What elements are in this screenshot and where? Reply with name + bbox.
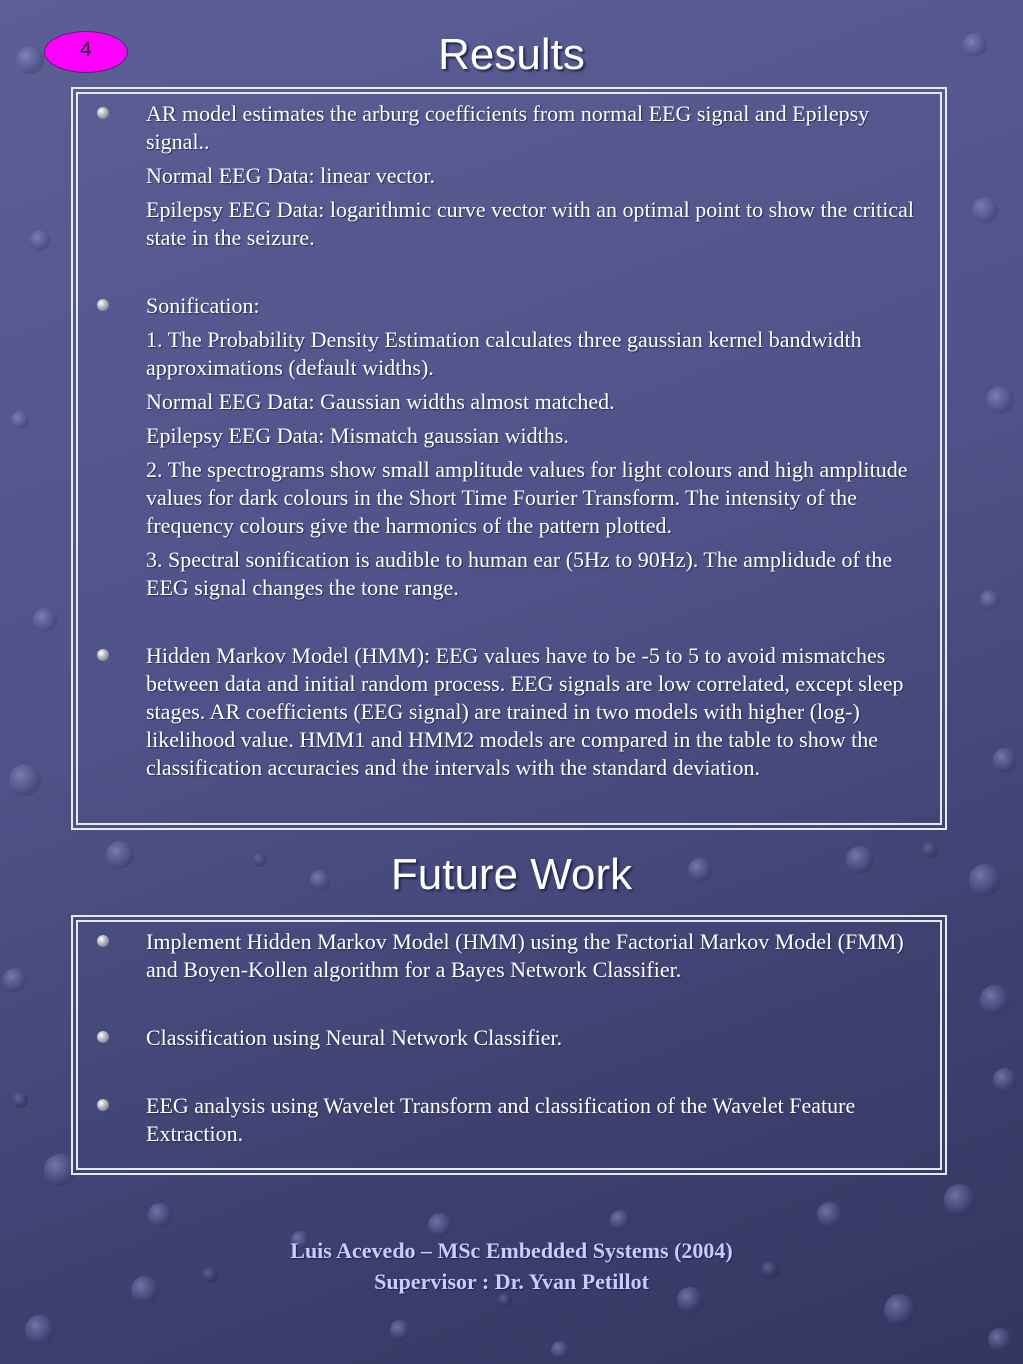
footer bbox=[0, 1235, 1023, 1297]
results-subitem: 3. Spectral sonification is audible to human ear (5Hz to 90Hz). The amplidude of the EEG signal changes the tone range. bbox=[146, 547, 893, 600]
results-subitem: Epilepsy EEG Data: logarithmic curve vector with an optimal point to show the critical state in the seizure. bbox=[146, 197, 914, 250]
results-item-ar-model bbox=[92, 100, 920, 252]
results-item-text: AR model estimates the arburg coefficients from normal EEG signal and Epilepsy signal.. bbox=[146, 101, 870, 154]
future-work-item bbox=[92, 928, 920, 984]
future-work-panel bbox=[71, 915, 947, 1175]
results-subitem: Epilepsy EEG Data: Mismatch gaussian widths. bbox=[146, 423, 569, 448]
future-work-heading: Future Work bbox=[390, 850, 633, 899]
results-item-hmm bbox=[92, 642, 920, 782]
results-subitem: 2. The spectrograms show small amplitude values for light colours and high amplitude values for dark colours in the Short Time Fourier Transform. The intensity of the frequency colours give the harmonics of the pattern plotted. bbox=[146, 457, 908, 538]
future-work-item bbox=[92, 1024, 920, 1052]
results-subitem: Normal EEG Data: linear vector. bbox=[146, 163, 435, 188]
slide-number-badge: 4 bbox=[44, 31, 128, 73]
results-heading: Results bbox=[438, 30, 585, 79]
footer-supervisor: Supervisor : Dr. Yvan Petillot bbox=[374, 1269, 649, 1294]
bullet-icon bbox=[97, 1099, 109, 1111]
bullet-icon bbox=[97, 299, 109, 311]
future-work-item-text: EEG analysis using Wavelet Transform and classification of the Wavelet Feature Extraction. bbox=[146, 1093, 856, 1146]
bullet-icon bbox=[97, 649, 109, 661]
bullet-icon bbox=[97, 1031, 109, 1043]
future-work-list bbox=[92, 928, 920, 1148]
future-work-item-text: Implement Hidden Markov Model (HMM) using the Factorial Markov Model (FMM) and Boyen-Kollen algorithm for a Bayes Network Classifier. bbox=[146, 929, 904, 982]
results-item-text: Hidden Markov Model (HMM): EEG values have to be -5 to 5 to avoid mismatches between data and initial random process. EEG signals are low correlated, except sleep stages. AR coefficients (EEG signal) are trained in two models with higher (log-) likelihood value. HMM1 and HMM2 models are compared in the table to show the classification accuracies and the intervals with the standard deviation. bbox=[146, 643, 904, 780]
results-subitem: Normal EEG Data: Gaussian widths almost matched. bbox=[146, 389, 615, 414]
future-work-item-text: Classification using Neural Network Classifier. bbox=[146, 1025, 563, 1050]
future-work-item bbox=[92, 1092, 920, 1148]
results-panel bbox=[71, 87, 947, 830]
footer-author: Luis Acevedo – MSc Embedded Systems (2004) bbox=[290, 1238, 733, 1263]
results-subitem: 1. The Probability Density Estimation calculates three gaussian kernel bandwidth approximations (default widths). bbox=[146, 327, 862, 380]
bullet-icon bbox=[97, 107, 109, 119]
results-item-text: Sonification: bbox=[146, 293, 260, 318]
results-item-sonification bbox=[92, 292, 920, 602]
results-list bbox=[92, 100, 920, 782]
bullet-icon bbox=[97, 935, 109, 947]
